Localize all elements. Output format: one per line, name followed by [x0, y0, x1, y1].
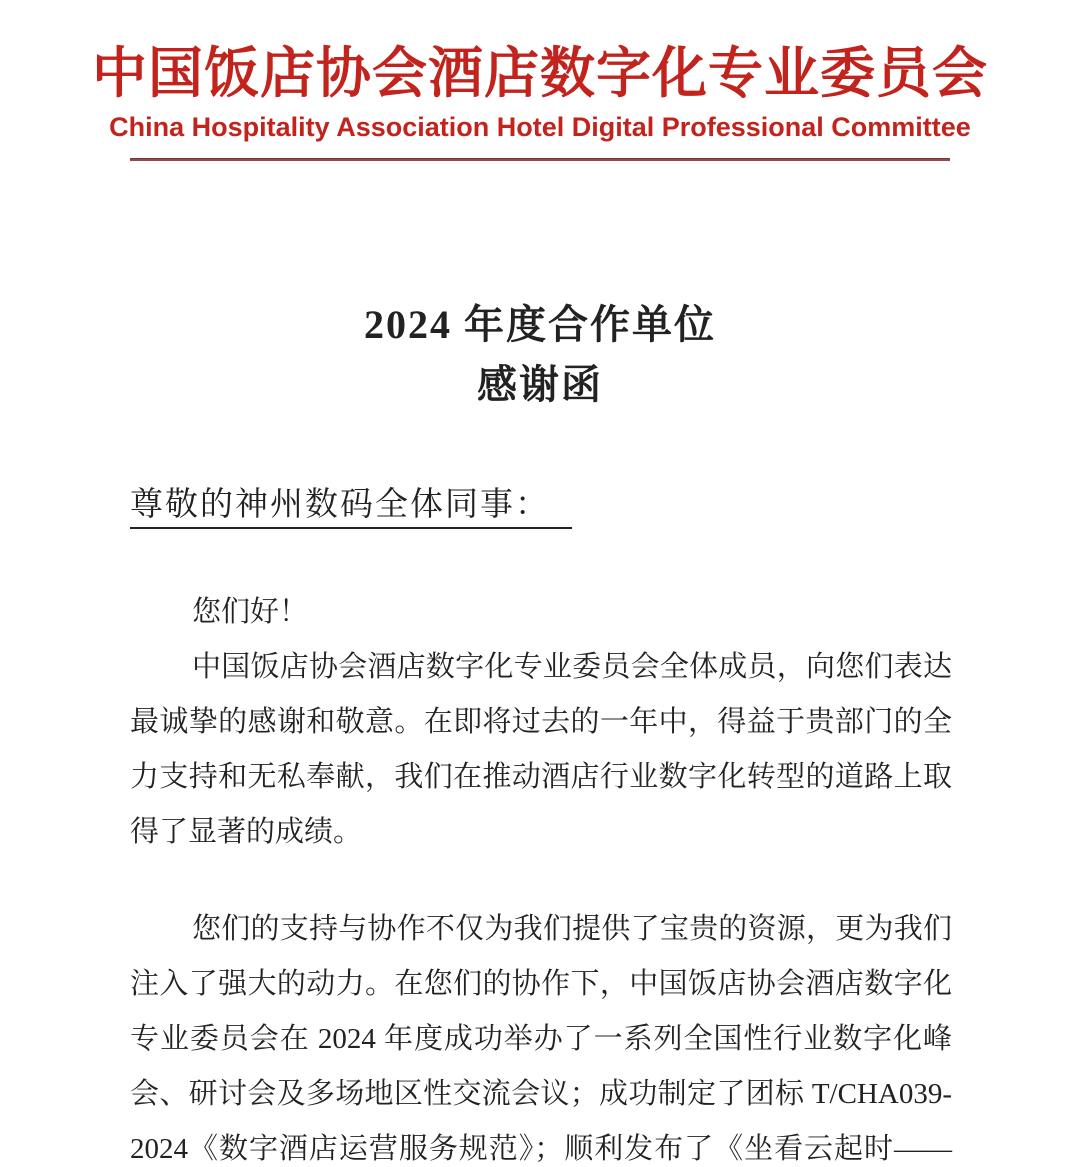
letterhead: [0, 0, 1080, 161]
letter-line: 最诚挚的感谢和敬意。在即将过去的一年中，得益于贵部门的全: [130, 706, 952, 738]
org-name-chinese: 中国饭店协会酒店数字化专业委员会: [91, 43, 988, 104]
salutation: [130, 485, 1080, 525]
letterhead-divider: [130, 158, 950, 161]
letter-title-line-2: 感谢函: [477, 362, 603, 407]
letter-paragraph: [130, 585, 952, 640]
org-name-english: China Hospitality Association Hotel Digital Professional Committee: [109, 112, 971, 142]
letter-title-line-1: 2024 年度合作单位: [364, 302, 716, 347]
letter-line: 2024《数字酒店运营服务规范》；顺利发布了《坐看云起时——: [130, 1133, 952, 1165]
letter-line: 中国饭店协会酒店数字化专业委员会全体成员，向您们表达: [192, 651, 952, 683]
letter-line: 您们好！: [192, 596, 309, 628]
letter-line: 得了显著的成绩。: [130, 816, 363, 848]
letter-content: [0, 295, 1080, 1167]
letter-line: 注入了强大的动力。在您们的协作下，中国饭店协会酒店数字化: [130, 968, 952, 1000]
letter-line: 会、研讨会及多场地区性交流会议；成功制定了团标 T/CHA039-: [130, 1078, 952, 1110]
letter-title: [0, 295, 1080, 415]
letter-line: 您们的支持与协作不仅为我们提供了宝贵的资源，更为我们: [192, 913, 952, 945]
letter-paragraph: [130, 902, 952, 1167]
letter-paragraph: [130, 640, 952, 860]
salutation-text: 尊敬的神州数码全体同事：: [130, 487, 572, 529]
letter-line: 力支持和无私奉献，我们在推动酒店行业数字化转型的道路上取: [130, 761, 952, 793]
letter-line: 专业委员会在 2024 年度成功举办了一系列全国性行业数字化峰: [130, 1023, 952, 1055]
letter-body: [130, 585, 952, 1167]
